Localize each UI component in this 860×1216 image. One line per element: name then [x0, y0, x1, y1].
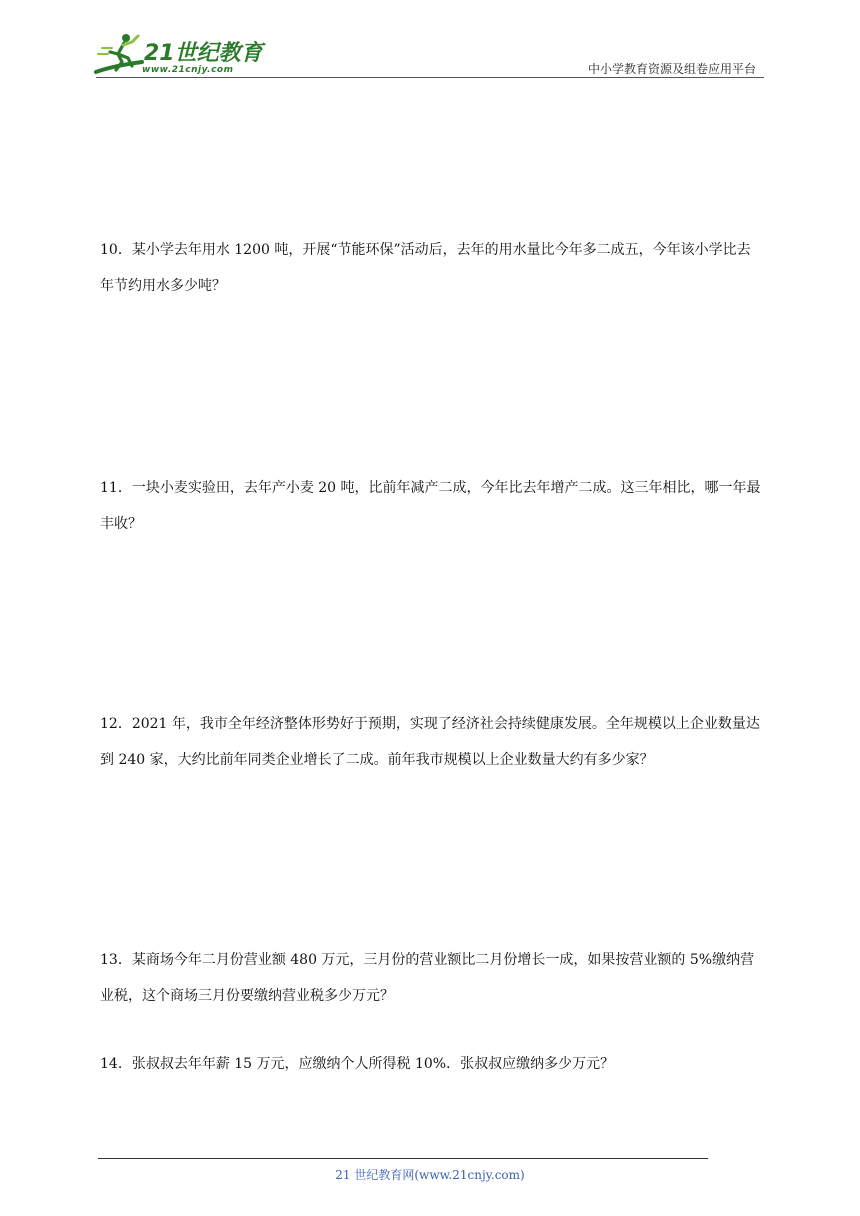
question-10: 10．某小学去年用水 1200 吨，开展“节能环保”活动后，去年的用水量比今年多二成五，今年该小学比去年节约用水多少吨？: [100, 242, 751, 294]
logo-text: 21世纪教育: [144, 41, 263, 66]
footer-divider: [98, 1158, 708, 1159]
question-14: 14．张叔叔去年年薪 15 万元，应缴纳个人所得税 10%．张叔叔应缴纳多少万元？: [100, 1056, 615, 1072]
page-header: [0, 0, 860, 90]
header-divider: [96, 77, 764, 78]
logo: [92, 32, 272, 82]
question-12: 12．2021 年，我市全年经济整体形势好于预期，实现了经济社会持续健康发展。全年规模以上企业数量达到 240 家，大约比前年同类企业增长了二成。前年我市规模以上企业数量大约有多少家？: [100, 716, 760, 768]
footer-text: 21 世纪教育网(www.21cnjy.com): [335, 1168, 525, 1182]
platform-title: 中小学教育资源及组卷应用平台: [587, 62, 756, 76]
question-13: 13．某商场今年二月份营业额 480 万元，三月份的营业额比二月份增长一成，如果按营业额的 5%缴纳营业税，这个商场三月份要缴纳营业税多少万元？: [100, 952, 755, 1004]
question-11: 11．一块小麦实验田，去年产小麦 20 吨，比前年减产二成，今年比去年增产二成。这三年相比，哪一年最丰收？: [100, 480, 761, 532]
logo-url: www.21cnjy.com: [142, 65, 234, 75]
runner-logo-icon: [92, 32, 148, 78]
